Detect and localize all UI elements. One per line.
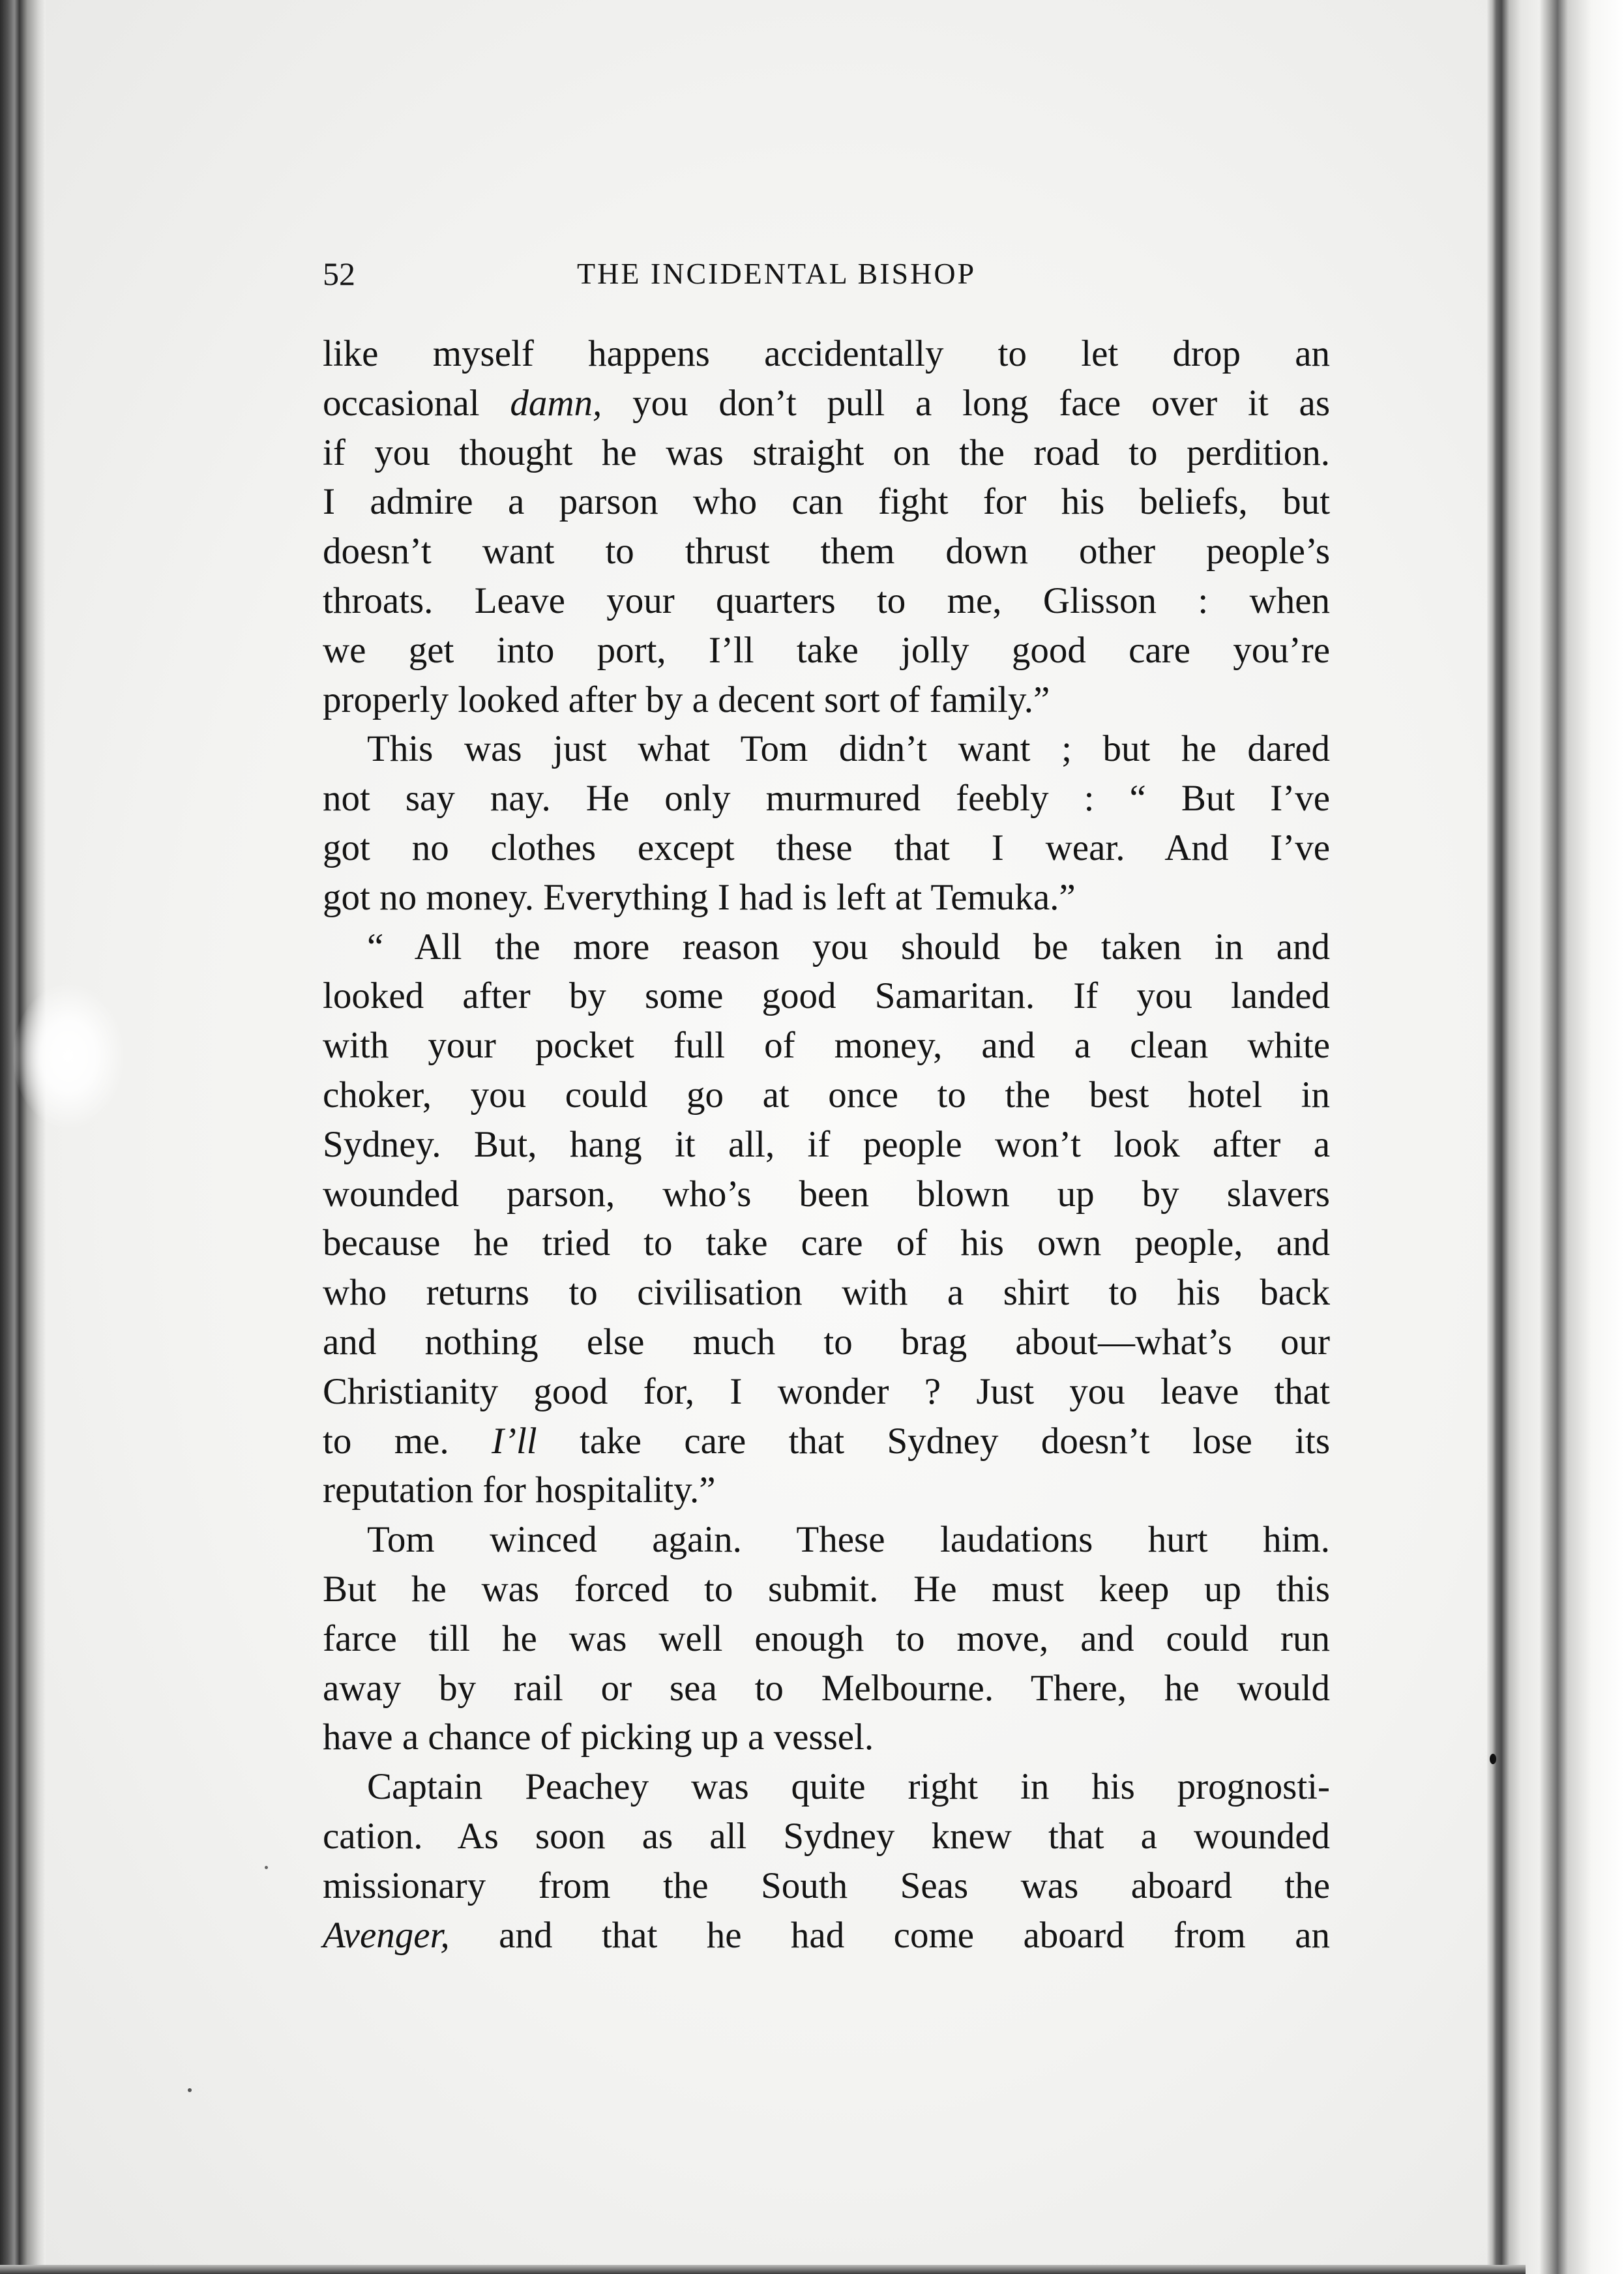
text-fragment: you don’t pull a long face over it as (632, 382, 1330, 424)
text-line: who returns to civilisation with a shirt to his back (323, 1272, 1330, 1314)
text-line: But he was forced to submit. He must keep up this (323, 1568, 1330, 1610)
light-glare (13, 984, 124, 1128)
body-text (323, 329, 1330, 1960)
text-line: have a chance of picking up a vessel. (323, 1717, 874, 1758)
text-line: got no clothes except these that I wear. And I’ve (323, 827, 1330, 868)
text-line (323, 379, 1330, 428)
text-line: farce till he was well enough to move, and could run (323, 1617, 1330, 1659)
text-line: looked after by some good Samaritan. If you landed (323, 975, 1330, 1017)
text-line: away by rail or sea to Melbourne. There, he would (323, 1667, 1330, 1709)
text-line: I admire a parson who can fight for his beliefs, but (323, 481, 1330, 523)
text-line (323, 1417, 1330, 1466)
text-line: wounded parson, who’s been blown up by slavers (323, 1173, 1330, 1215)
italic-word: Avenger, (323, 1914, 450, 1956)
page-edges-right (1487, 0, 1624, 2274)
text-line: with your pocket full of money, and a clean white (323, 1025, 1330, 1067)
text-line: Captain Peachey was quite right in his prognosti- (367, 1766, 1330, 1808)
text-line: Christianity good for, I wonder ? Just you leave that (323, 1370, 1330, 1412)
text-line: Tom winced again. These laudations hurt him. (367, 1519, 1330, 1561)
text-line: cation. As soon as all Sydney knew that a wounded (323, 1815, 1330, 1857)
text-line: not say nay. He only murmured feebly : “ But I’ve (323, 778, 1330, 820)
page-header (323, 251, 1327, 297)
text-line: “ All the more reason you should be taken in and (367, 926, 1330, 967)
text-fragment: to me. (323, 1420, 449, 1462)
italic-word: damn, (510, 382, 602, 424)
speck (188, 2088, 192, 2092)
running-title: THE INCIDENTAL BISHOP (577, 257, 977, 290)
text-fragment: occasional (323, 382, 480, 424)
text-line: properly looked after by a decent sort of family.” (323, 679, 1050, 720)
speck (265, 1866, 268, 1869)
book-spine-left (0, 0, 46, 2274)
text-line: reputation for hospitality.” (323, 1469, 716, 1511)
text-line (323, 1911, 1330, 1960)
text-line: Sydney. But, hang it all, if people won’t look after a (323, 1123, 1330, 1165)
text-fragment: take care that Sydney doesn’t lose its (580, 1420, 1331, 1462)
text-line: throats. Leave your quarters to me, Glisson : when (323, 580, 1330, 621)
text-line: and nothing else much to brag about—what’s our (323, 1321, 1330, 1363)
text-line: doesn’t want to thrust them down other people’s (323, 531, 1330, 572)
text-line: got no money. Everything I had is left at Temuka.” (323, 876, 1076, 918)
text-line: if you thought he was straight on the road to perdition. (323, 432, 1330, 473)
text-line: because he tried to take care of his own people, and (323, 1222, 1330, 1264)
text-line: we get into port, I’ll take jolly good care you’re (323, 629, 1330, 671)
speck (1490, 1754, 1496, 1764)
text-line: missionary from the South Seas was aboard the (323, 1865, 1330, 1906)
text-line: like myself happens accidentally to let drop an (323, 333, 1330, 374)
italic-word: I’ll (492, 1420, 537, 1462)
text-line: This was just what Tom didn’t want ; but he dared (367, 728, 1330, 770)
text-fragment: and that he had come aboard from an (499, 1914, 1331, 1956)
text-line: choker, you could go at once to the best hotel in (323, 1074, 1330, 1115)
book-edge-bottom (0, 2265, 1526, 2274)
page-number: 52 (323, 256, 355, 292)
